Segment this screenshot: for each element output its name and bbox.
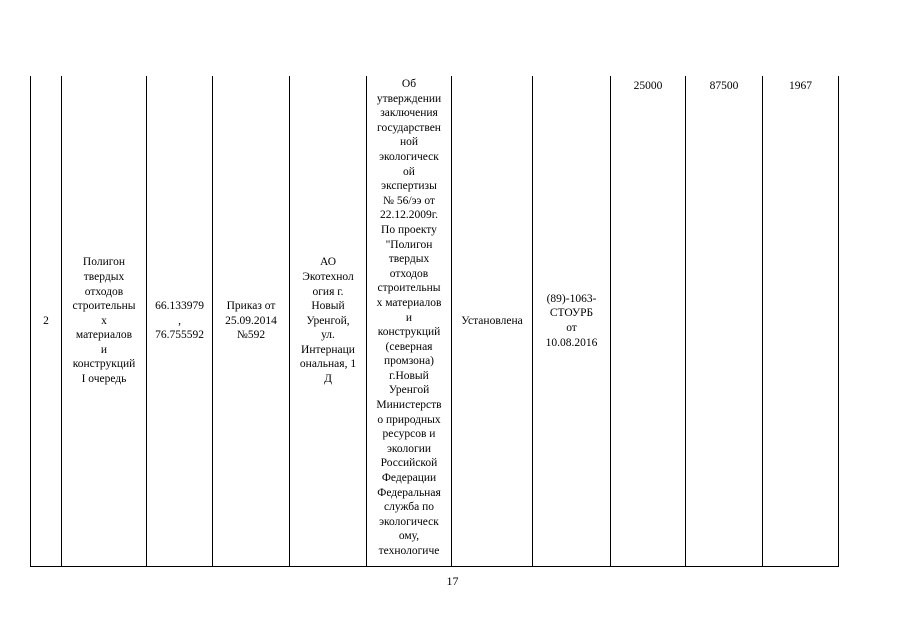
cell-status: Установлена	[461, 314, 523, 327]
cell-row-number: 2	[43, 314, 49, 327]
column-divider	[685, 76, 686, 566]
cell-value-2: 87500	[709, 80, 739, 92]
cell-coordinates: 66.133979 , 76.755592	[155, 300, 204, 342]
cell-value-1: 25000	[633, 80, 663, 92]
cell-expertise: Об утверждении заключения государствен ной экологическ ой экспертизы № 56/ээ от 22.12.2009г. По проекту "Полигон твердых отходов строительны х материалов и конструкций (северная промзона) г.Новый Уренгой Министерств о природных ресурсов и экологии Российской Федерации Федеральная служба по экологическ ому, технологиче	[376, 78, 442, 557]
cell-order: Приказ от 25.09.2014 №592	[225, 300, 277, 342]
cell-value-3: 1967	[789, 80, 812, 92]
table-border-right	[838, 76, 839, 566]
cell-registration: (89)-1063- СТОУРБ от 10.08.2016	[545, 292, 598, 349]
cell-operator: АО Экотехнол огия г. Новый Уренгой, ул. Интернаци ональная, 1 Д	[299, 256, 357, 386]
table-bottom-border	[30, 566, 839, 567]
column-divider	[762, 76, 763, 566]
column-divider	[610, 76, 611, 566]
cell-object-name: Полигон твердых отходов строительны х материалов и конструкций I очередь	[72, 256, 136, 386]
page-number: 17	[446, 574, 459, 588]
